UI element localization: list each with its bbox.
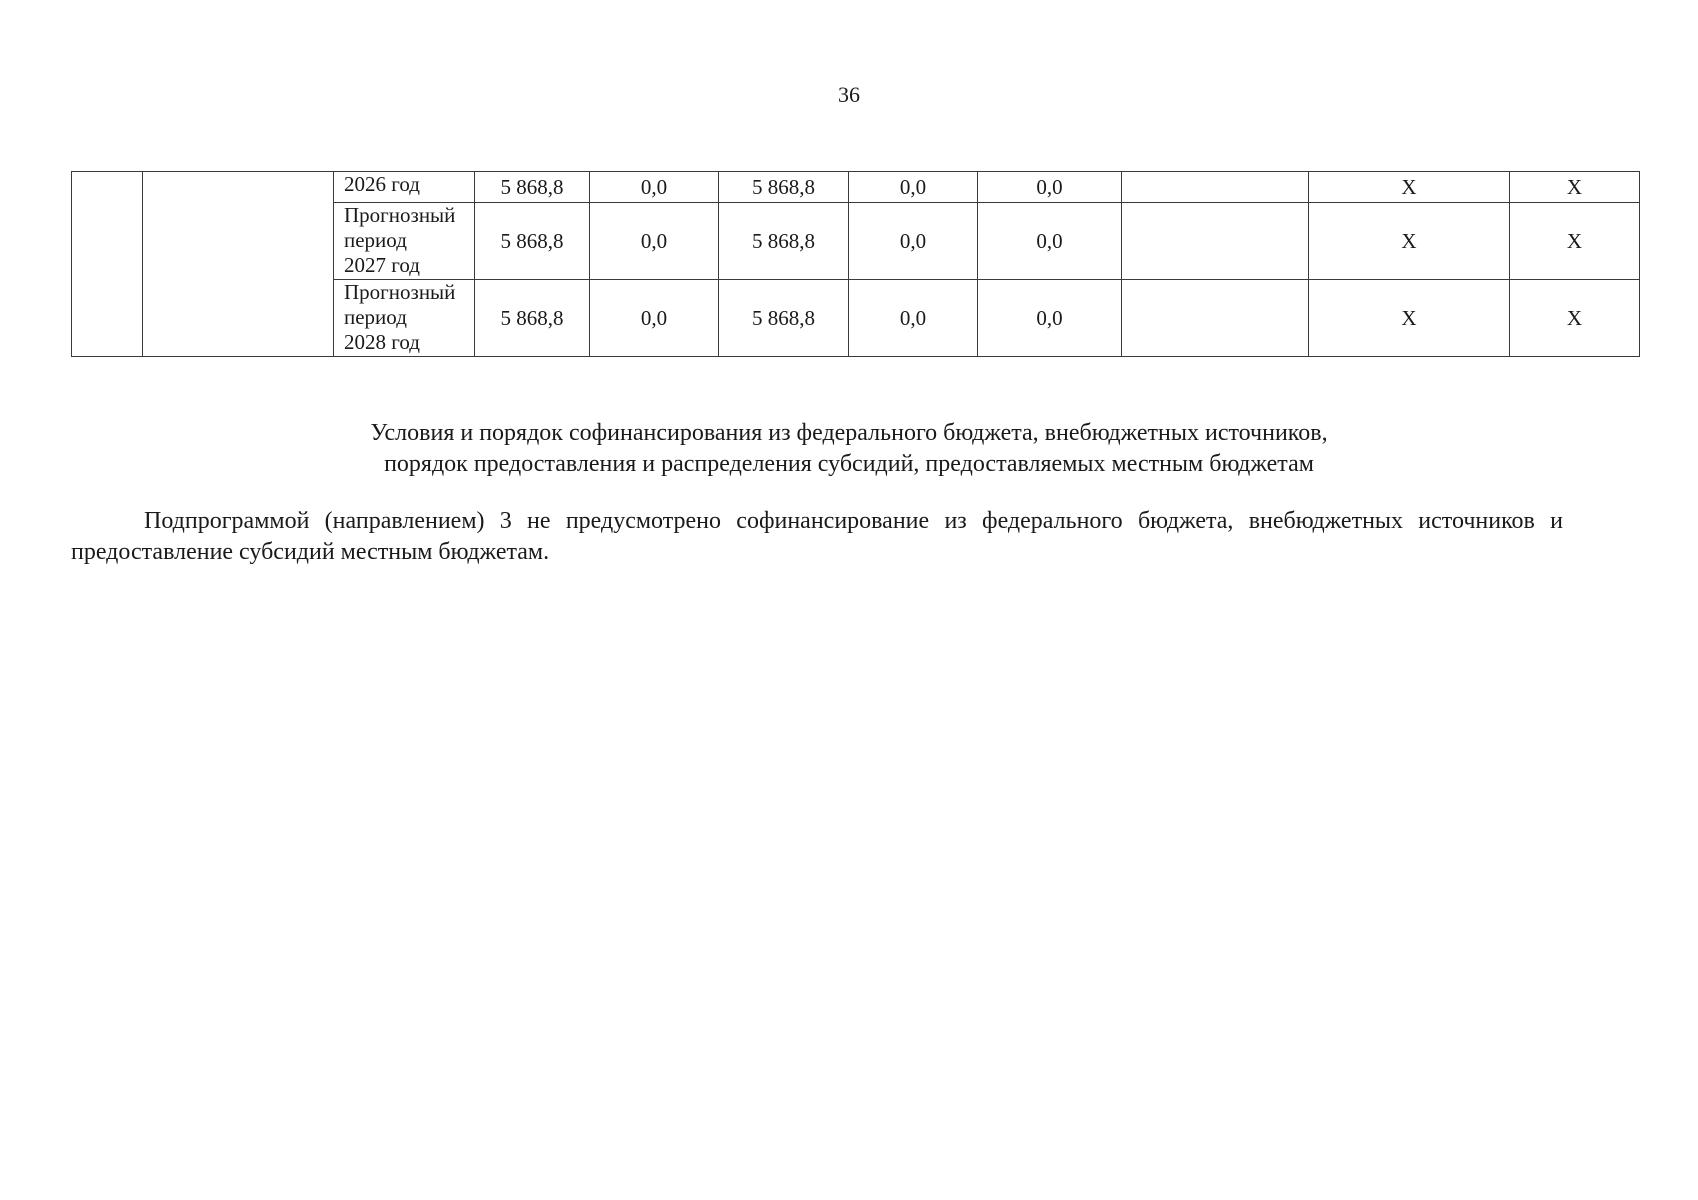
period-cell — [334, 280, 475, 357]
value-cell: 5 868,8 — [719, 172, 849, 203]
period-line: Прогнозный — [344, 280, 456, 304]
section-heading-line: порядок предоставления и распределения субсидий, предоставляемых местным бюджетам — [384, 451, 1314, 477]
x-mark-cell: Х — [1510, 203, 1640, 280]
period-line: 2028 год — [344, 330, 420, 354]
value-cell: 0,0 — [978, 280, 1122, 357]
x-mark-cell: Х — [1309, 280, 1510, 357]
period-line: период — [344, 305, 407, 329]
value-cell — [1122, 203, 1309, 280]
empty-name-cell — [143, 172, 334, 357]
table-row — [72, 172, 1640, 203]
value-cell: 5 868,8 — [475, 280, 590, 357]
period-line: Прогнозный — [344, 203, 456, 227]
value-cell: 5 868,8 — [475, 203, 590, 280]
body-paragraph: Подпрограммой (направлением) 3 не предусмотрено софинансирование из федерального бюджета, внебюджетных источников и предоставление субсидий местным бюджетам. — [71, 508, 1563, 565]
value-cell: 5 868,8 — [719, 203, 849, 280]
page-number: 36 — [838, 82, 860, 107]
value-cell: 0,0 — [978, 203, 1122, 280]
period-cell: 2026 год — [334, 172, 475, 203]
funding-table — [71, 171, 1640, 357]
value-cell: 5 868,8 — [475, 172, 590, 203]
value-cell: 5 868,8 — [719, 280, 849, 357]
value-cell: 0,0 — [590, 280, 719, 357]
section-heading-line: Условия и порядок софинансирования из федерального бюджета, внебюджетных источников, — [370, 420, 1328, 446]
value-cell — [1122, 172, 1309, 203]
value-cell: 0,0 — [849, 172, 978, 203]
period-line: 2027 год — [344, 253, 420, 277]
empty-number-cell — [72, 172, 143, 357]
period-cell — [334, 203, 475, 280]
value-cell: 0,0 — [590, 203, 719, 280]
value-cell — [1122, 280, 1309, 357]
x-mark-cell: Х — [1309, 172, 1510, 203]
value-cell: 0,0 — [978, 172, 1122, 203]
x-mark-cell: Х — [1510, 280, 1640, 357]
period-line: период — [344, 228, 407, 252]
value-cell: 0,0 — [590, 172, 719, 203]
section-heading — [0, 418, 1698, 480]
value-cell: 0,0 — [849, 280, 978, 357]
x-mark-cell: Х — [1510, 172, 1640, 203]
value-cell: 0,0 — [849, 203, 978, 280]
x-mark-cell: Х — [1309, 203, 1510, 280]
